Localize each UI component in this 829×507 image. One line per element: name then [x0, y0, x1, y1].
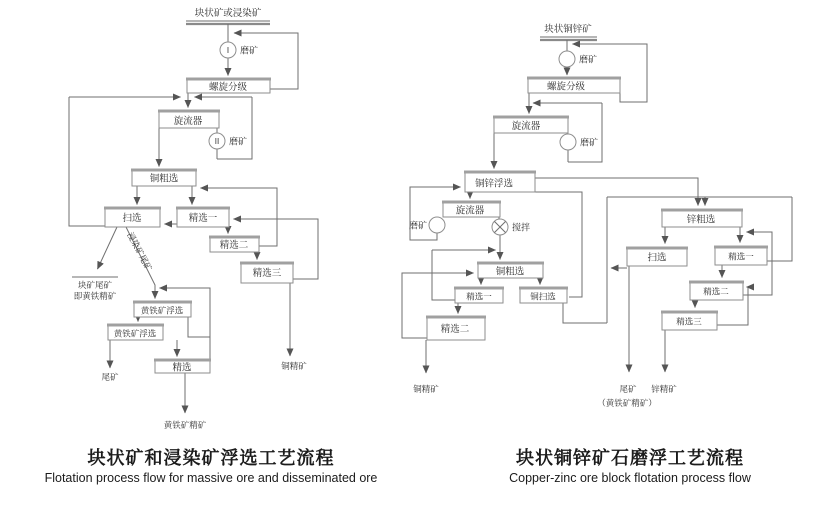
caption-left: [40, 447, 382, 486]
flow1-mill1: [220, 42, 258, 58]
svg-text:铜粗选: 铜粗选: [495, 266, 525, 278]
flow1-mill2: [209, 133, 247, 149]
flow2-zn-cleaner2: [689, 282, 744, 300]
svg-text:旋流器: 旋流器: [455, 205, 485, 217]
svg-text:锌粗选: 锌粗选: [686, 214, 716, 226]
mill-circle: [559, 51, 575, 67]
flow2-tailings-label: 尾矿: [619, 384, 637, 394]
mill1-numeral: I: [226, 46, 230, 55]
svg-text:精选一: 精选一: [188, 213, 218, 224]
flow2-cu-rougher: [477, 263, 544, 278]
agitator-label: 搅拌: [512, 222, 531, 233]
flow1-cu-conc-label: 铜精矿: [281, 361, 307, 371]
svg-text:旋流器: 旋流器: [173, 116, 203, 127]
flow2-zn-cleaner3: [661, 312, 718, 330]
mill2-label: 磨矿: [229, 136, 248, 147]
svg-text:旋流器: 旋流器: [511, 121, 541, 132]
svg-text:铜粗选: 铜粗选: [149, 173, 179, 185]
caption-right: [462, 447, 798, 486]
flow2-cyclone1: [493, 117, 569, 133]
flow2-agitator: [492, 219, 530, 235]
flow2-bulk-flotation: [464, 172, 536, 192]
flow1-pyrite-conc-label: 黄铁矿精矿: [163, 420, 207, 430]
flow1-pyrite-flot2: [107, 325, 164, 340]
flow1-source-label: 块状矿或浸染矿: [194, 8, 262, 19]
svg-text:精选三: 精选三: [676, 316, 702, 327]
flow-diagram-right: [402, 23, 792, 408]
mill3-label: 磨矿: [408, 220, 427, 231]
mill2-label: 磨矿: [580, 137, 599, 148]
mill-circle: [429, 217, 445, 233]
flow1-scavenger: [104, 208, 161, 227]
svg-text:铜锌浮选: 铜锌浮选: [474, 178, 514, 190]
flow2-cu-cleaner2: [426, 317, 486, 340]
flow2-source-label: 块状铜锌矿: [544, 24, 592, 35]
svg-text:螺旋分级: 螺旋分级: [546, 81, 586, 93]
flow1-tail-left-label: [74, 280, 117, 301]
flow1-cleaner1: [176, 208, 230, 227]
flow2-mill2: [560, 134, 598, 150]
flow2-cu-scavenger: [519, 288, 568, 303]
svg-text:精选一: 精选一: [728, 251, 754, 262]
svg-text:块矿尾矿: 块矿尾矿: [77, 280, 113, 290]
svg-text:扫选: 扫选: [122, 213, 142, 224]
flow1-pyrite-flot1: [133, 302, 192, 317]
svg-text:黄铁矿浮选: 黄铁矿浮选: [113, 328, 157, 339]
svg-text:黄铁矿浮选: 黄铁矿浮选: [140, 305, 184, 316]
caption-right-zh: 块状铜锌矿石磨浮工艺流程: [516, 448, 744, 468]
flow1-diagonal-label: 浸染矿尾矿: [125, 230, 155, 273]
flow2-cu-cleaner1: [454, 288, 504, 303]
flow2-cyclone2: [442, 202, 501, 217]
flow1-cyclone: [158, 111, 220, 128]
mill2-numeral: II: [214, 137, 220, 146]
flow2-classifier: [527, 78, 621, 93]
flow2-zn-scavenger: [626, 248, 688, 266]
svg-text:铜扫选: 铜扫选: [530, 291, 556, 302]
flow-diagram-left: [69, 7, 318, 430]
svg-text:精选二: 精选二: [219, 240, 249, 251]
flow2-zn-rougher: [661, 210, 743, 227]
svg-text:即黄铁精矿: 即黄铁精矿: [73, 291, 117, 301]
caption-left-en: Flotation process flow for massive ore and disseminated ore: [44, 471, 378, 485]
svg-text:精选三: 精选三: [252, 268, 282, 279]
caption-right-en: Copper-zinc ore block flotation process flow: [509, 471, 751, 485]
mill1-label: 磨矿: [240, 45, 259, 56]
flow2-zn-cleaner1: [714, 247, 768, 265]
svg-text:扫选: 扫选: [647, 252, 667, 264]
svg-text:精选二: 精选二: [703, 286, 729, 297]
caption-left-zh: 块状矿和浸染矿浮选工艺流程: [87, 448, 335, 468]
flow1-pyrite-cleaner: [154, 360, 211, 374]
flow1-tailings-label: 尾矿: [101, 372, 119, 382]
flow2-zn-conc-label: 锌精矿: [651, 384, 677, 394]
svg-text:精选一: 精选一: [466, 291, 492, 302]
flow2-cu-conc-label: 铜精矿: [413, 384, 439, 394]
mill-circle: [560, 134, 576, 150]
svg-text:精选二: 精选二: [440, 324, 470, 335]
svg-text:精选: 精选: [172, 362, 192, 374]
flow2-mill1: [559, 51, 597, 67]
flow2-mill3: [409, 217, 445, 233]
flow2-tail-note-label: （黄铁矿精矿）: [597, 398, 657, 408]
flow1-cleaner3: [240, 263, 294, 283]
flow1-cleaner2: [209, 237, 260, 252]
flow1-cu-rougher: [131, 170, 197, 186]
flow1-classifier: [186, 79, 271, 93]
svg-text:螺旋分级: 螺旋分级: [208, 82, 248, 93]
mill1-label: 磨矿: [579, 54, 598, 65]
